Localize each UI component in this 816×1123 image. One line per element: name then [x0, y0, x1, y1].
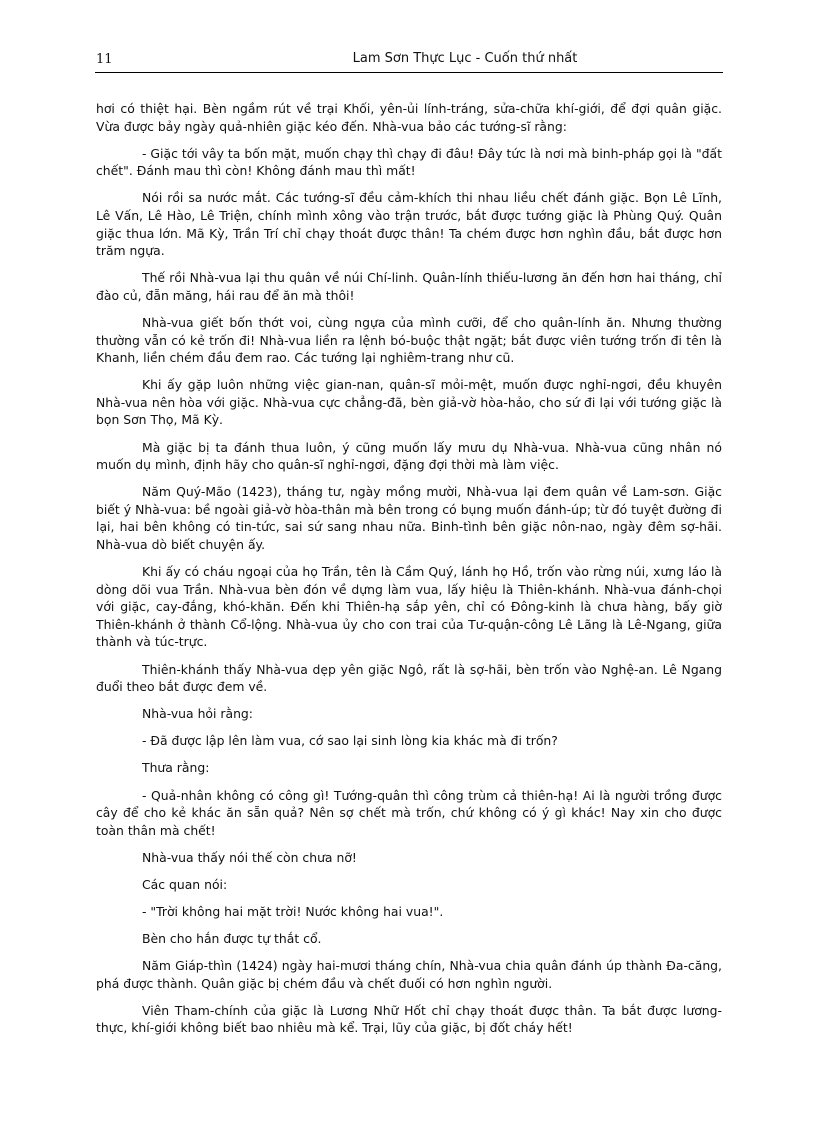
paragraph: - "Trời không hai mặt trời! Nước không hai vua!". [142, 903, 444, 919]
paragraph: Các quan nói: [142, 876, 228, 892]
paragraph: Khi ấy có cháu ngoại của họ Trần, tên là Cầm Quý, lánh họ Hồ, trốn vào rừng núi, xưng láo là dòng dõi vua Trần. Nhà-vua bèn đón về dựng làm vua, lấy hiệu là Thiên-khánh. Nhà-vua đánh-chọi với giặc, cay-đắng, khó-khăn. Đến khi Thiên-hạ sắp yên, chỉ có Đông-kinh là chưa hàng, bấy giờ Thiên-khánh ở thành Cổ-lộng. Nhà-vua ủy cho con trai của Tư-quận-công Lê Lãng là Lê-Ngang, giữa thành và túc-trực. [96, 564, 722, 650]
paragraph: hơi có thiệt hại. Bèn ngầm rút về trại Khối, yên-ủi lính-tráng, sửa-chữa khí-giới, để đợi quân giặc. Vừa được bảy ngày quả-nhiên giặc kéo đến. Nhà-vua bảo các tướng-sĩ rằng: [96, 101, 722, 134]
paragraph: Nhà-vua thấy nói thế còn chưa nỡ! [142, 849, 357, 865]
paragraph: Nhà-vua giết bốn thớt voi, cùng ngựa của mình cưỡi, để cho quân-lính ăn. Nhưng thường thường vẫn có kẻ trốn đi! Nhà-vua liền ra lệnh bó-buộc thật ngặt; bắt được viên tướng trốn đi tên là Khanh, liền chém đầu đem rao. Các tướng lại nghiêm-trang như cũ. [96, 314, 722, 366]
paragraph: Bèn cho hắn được tự thắt cổ. [142, 931, 322, 947]
header-divider [95, 72, 723, 73]
running-title: Lam Sơn Thực Lục - Cuốn thứ nhất [352, 51, 578, 66]
paragraph: Thế rồi Nhà-vua lại thu quân về núi Chí-linh. Quân-lính thiếu-lương ăn đến hơn hai tháng, chỉ đào củ, đẵn măng, hái rau để ăn mà thôi! [96, 270, 722, 303]
paragraph: Viên Tham-chính của giặc là Lương Nhữ Hốt chỉ chạy thoát được thân. Ta bắt được lương-thực, khí-giới không biết bao nhiêu mà kể. Trại, lũy của giặc, bị đốt cháy hết! [96, 1002, 722, 1036]
paragraph: - Giặc tới vây ta bốn mặt, muốn chạy thì chạy đi đâu! Đây tức là nơi mà binh-pháp gọi là "đất chết". Đánh mau thì còn! Không đánh mau thì mất! [96, 145, 722, 179]
paragraph: - Quả-nhân không có công gì! Tướng-quân thì công trùm cả thiên-hạ! Ai là người trồng được cây để cho kẻ khác ăn sẵn quả? Nên sợ chết mà trốn, chứ không có ý gì khác! Nay xin cho được toàn thân mà chết! [96, 787, 722, 838]
paragraph: - Đã được lập lên làm vua, cớ sao lại sinh lòng kia khác mà đi trốn? [142, 733, 558, 749]
page-number: 11 [96, 52, 113, 67]
paragraph: Nói rồi sa nước mắt. Các tướng-sĩ đều cảm-khích thi nhau liều chết đánh giặc. Bọn Lê Lĩnh, Lê Vấn, Lê Hào, Lê Triện, chính mình xông vào trận trước, bắt được tướng giặc là Phùng Quý. Quân giặc thua lớn. Mã Kỳ, Trần Trí chỉ chạy thoát được thân! Ta chém được hơn nghìn đầu, bắt được hơn trăm ngựa. [96, 190, 722, 259]
paragraph: Thưa rằng: [142, 760, 210, 776]
paragraph: Nhà-vua hỏi rằng: [142, 706, 253, 722]
paragraph: Thiên-khánh thấy Nhà-vua dẹp yên giặc Ngô, rất là sợ-hãi, bèn trốn vào Nghệ-an. Lê Ngang đuổi theo bắt được đem về. [96, 661, 722, 695]
paragraph: Mà giặc bị ta đánh thua luôn, ý cũng muốn lấy mưu dụ Nhà-vua. Nhà-vua cũng nhân nó muốn dụ mình, định hãy cho quân-sĩ nghỉ-ngơi, đặng đợi thời mà làm việc. [96, 439, 722, 473]
body-text [96, 100, 722, 1047]
paragraph: Năm Quý-Mão (1423), tháng tư, ngày mồng mười, Nhà-vua lại đem quân về Lam-sơn. Giặc biết ý Nhà-vua: bề ngoài giả-vờ hòa-thân mà bên trong có bụng muốn đánh-úp; từ đó tuyệt đường đi lại, hai bên không có tin-tức, sai sứ sang nhau nữa. Binh-tình bên giặc nôn-nao, ngày đêm sợ-hãi. Nhà-vua dò biết chuyện ấy. [96, 484, 722, 552]
paragraph: Khi ấy gặp luôn những việc gian-nan, quân-sĩ mỏi-mệt, muốn được nghỉ-ngơi, đều khuyên Nhà-vua nên hòa với giặc. Nhà-vua cực chẳng-đã, bèn giả-vờ hòa-hảo, cho sứ đi lại với tướng giặc là bọn Sơn Thọ, Mã Kỳ. [96, 377, 722, 428]
paragraph: Năm Giáp-thìn (1424) ngày hai-mươi tháng chín, Nhà-vua chia quân đánh úp thành Đa-căng, phá được thành. Quân giặc bị chém đầu và chết đuối có hơn nghìn người. [96, 958, 722, 991]
